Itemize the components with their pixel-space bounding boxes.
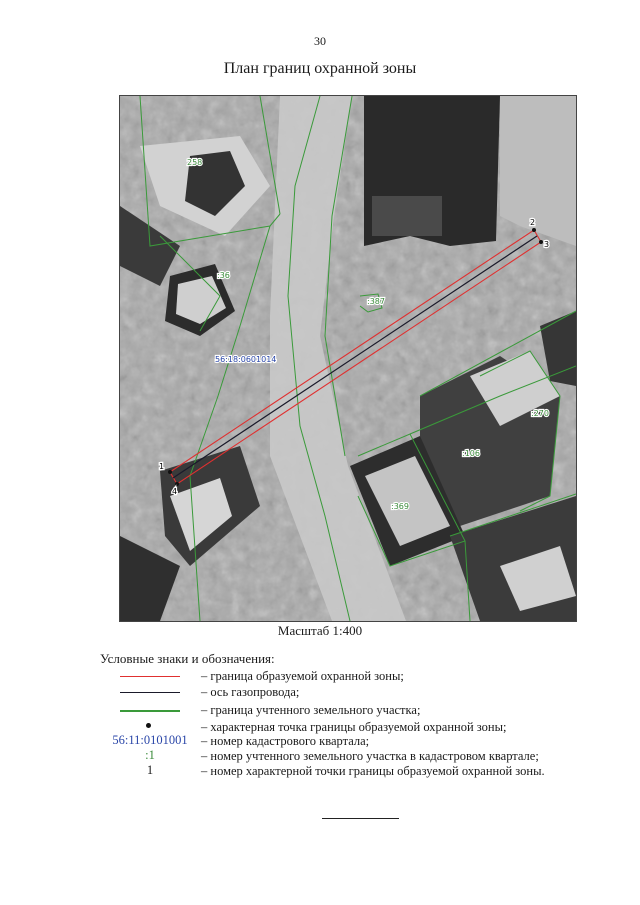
scale-label: Масштаб 1:400 [277, 623, 363, 638]
legend-text: – номер характерной точки границы образуемой охранной зоны. [201, 764, 545, 778]
parcel-label-387: :387 [367, 297, 385, 306]
parcel-label-270: :270 [531, 409, 549, 418]
point-number-4: 4 [172, 487, 178, 496]
point-number-3: 3 [544, 240, 550, 249]
legend-text: – характерная точка границы образуемой охранной зоны; [201, 720, 507, 734]
boundary-point-3 [539, 240, 543, 244]
green-line-symbol [120, 710, 180, 712]
legend-title: Условные знаки и обозначения: [100, 651, 275, 666]
footer-rule [322, 818, 399, 819]
legend-text: – граница образуемой охранной зоны; [201, 669, 404, 683]
parcel-number-sample: :1 [145, 748, 155, 762]
page-number: 30 [314, 34, 326, 48]
boundary-point-4 [175, 482, 179, 486]
legend-item-parcel-boundary [100, 702, 620, 720]
quarter-number-sample: 56:11:0101001 [112, 733, 188, 747]
point-number-1: 1 [159, 462, 165, 471]
point-number-2: 2 [530, 218, 536, 227]
red-line-symbol [120, 676, 180, 677]
legend-item-point-number [100, 763, 620, 781]
dark-line-symbol [120, 692, 180, 693]
quarter-label: 56:18:0601014 [215, 355, 277, 364]
boundary-point-1 [168, 470, 172, 474]
parcel-label-369: :369 [391, 502, 409, 511]
dot-symbol [146, 723, 151, 728]
aerial-map [119, 95, 577, 622]
legend-text: – граница учтенного земельного участка; [201, 703, 421, 717]
legend-text: – номер учтенного земельного участка в кадастровом квартале; [201, 749, 539, 763]
legend-text: – номер кадастрового квартала; [201, 734, 370, 748]
parcel-label-258: 258 [187, 158, 203, 167]
aerial-map-canvas [120, 96, 576, 621]
parcel-label-36: :36 [217, 271, 230, 280]
boundary-point-2 [532, 228, 536, 232]
point-number-sample: 1 [146, 763, 154, 777]
page-title: План границ охранной зоны [223, 60, 417, 77]
parcel-label-106: :106 [462, 449, 480, 458]
legend-text: – ось газопровода; [201, 685, 300, 699]
legend-item-pipeline-axis [100, 684, 620, 702]
